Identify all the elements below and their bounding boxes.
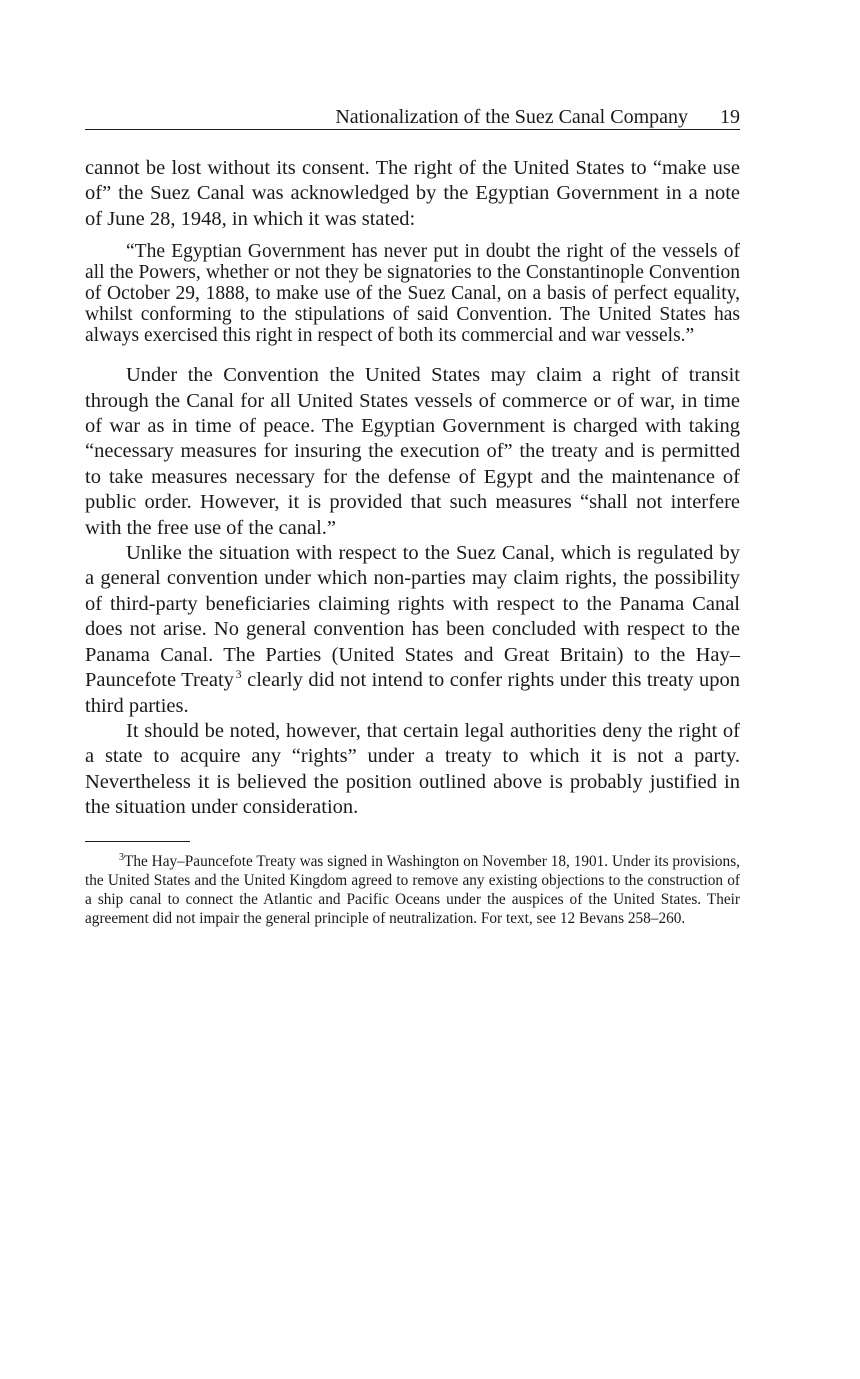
- paragraph-legal-authorities: It should be noted, however, that certain legal authorities deny the right of a state to acquire any “rights” under a treaty to which it is not a party. Nevertheless it is believed the position outlined above is probably justified in the situation under consideration.: [85, 719, 740, 819]
- footnote-reference[interactable]: 3: [235, 667, 242, 682]
- block-quote: “The Egyptian Government has never put in doubt the right of the vessels of all the Powers, whether or not they be signatories to the Constantinople Convention of October 29, 1888, to make use of the Suez Canal, on a basis of perfect equality, whilst conforming to the stipulations of said Convention. The United States has always exercised this right in respect of both its commercial and war vessels.”: [85, 241, 740, 347]
- paragraph-panama-text-end: clearly did not intend to confer rights under this treaty upon third parties.: [85, 669, 740, 717]
- footnote-marker: 3: [119, 851, 124, 863]
- page: [85, 105, 740, 928]
- paragraph-convention: Under the Convention the United States may claim a right of transit through the Canal for all United States vessels of commerce or of war, in time of war as in time of peace. The Egyptian Government is charged with taking “necessary measures for insuring the execution of” the treaty and is permitted to take measures necessary for the defense of Egypt and the maintenance of public order. However, it is provided that such measures “shall not interfere with the free use of the canal.”: [85, 364, 740, 539]
- running-title: Nationalization of the Suez Canal Company: [335, 106, 688, 128]
- footnote-divider: [85, 841, 190, 842]
- paragraph-panama: [85, 541, 740, 719]
- paragraph-continued: cannot be lost without its consent. The right of the United States to “make use of” the Suez Canal was acknowledged by the Egyptian Government in a note of June 28, 1948, in which it was stated:: [85, 157, 740, 230]
- running-header: [85, 105, 740, 130]
- footnote-text: The Hay–Pauncefote Treaty was signed in Washington on November 18, 1901. Under its provisions, the United States and the United Kingdom agreed to remove any existing objections to the construction of a ship canal to connect the Atlantic and Pacific Oceans under the auspices of the United States. Their agreement did not impair the general principle of neutralization. For text, see 12 Bevans 258–260.: [85, 852, 740, 927]
- footnote: [85, 852, 740, 928]
- paragraph-panama-text: Unlike the situation with respect to the Suez Canal, which is regulated by a general convention under which non-parties may claim rights, the possibility of third-party beneficiaries claiming rights with respect to the Panama Canal does not arise. No general convention has been concluded with respect to the Panama Canal. The Parties (United States and Great Britain) to the Hay–Pauncefote Treaty: [85, 542, 740, 692]
- page-number: 19: [720, 106, 740, 128]
- body-text: [85, 156, 740, 821]
